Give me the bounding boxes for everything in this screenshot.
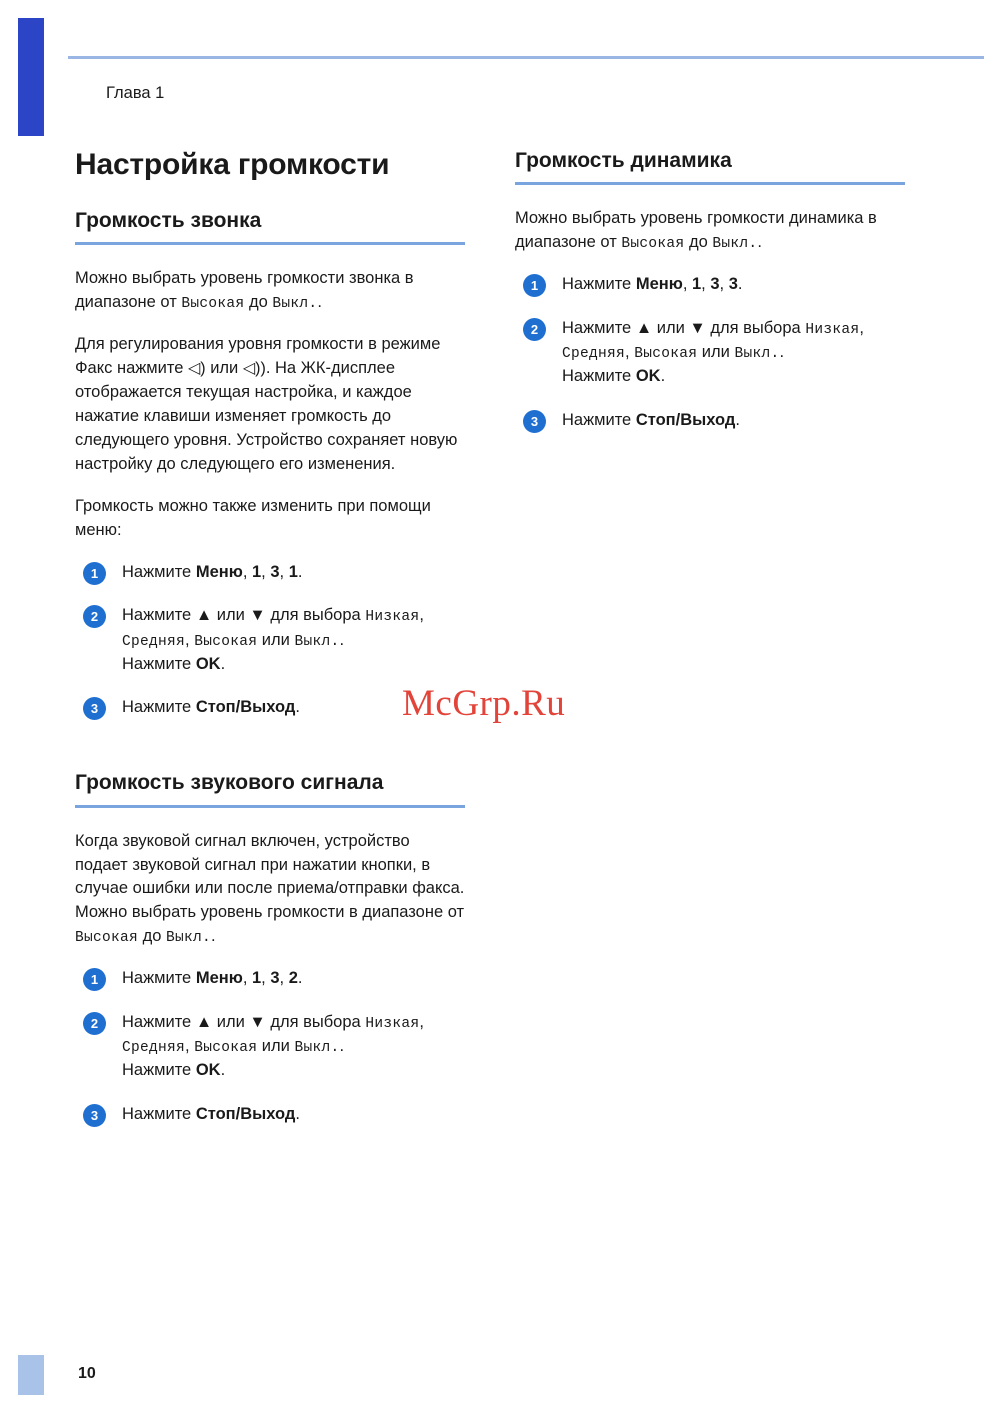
key-label: Стоп/Выход — [195, 1105, 296, 1124]
step-number-badge: 3 — [83, 697, 106, 720]
text-run: . — [297, 562, 303, 581]
lcd-value: Выкл. — [272, 296, 318, 313]
numbered-step — [75, 1011, 465, 1083]
text-run: или — [652, 319, 690, 338]
text-run: . — [779, 343, 785, 362]
text-run: . — [295, 1105, 300, 1124]
text-run: Громкость можно также изменить при помощи меню: — [75, 496, 431, 539]
lcd-value: Низкая — [365, 1016, 420, 1033]
text-run: , — [419, 1013, 424, 1032]
step-number-badge: 3 — [523, 410, 546, 433]
text-run: . — [211, 927, 216, 946]
step-number-badge: 1 — [83, 562, 106, 585]
text-run: , — [242, 562, 252, 581]
lcd-value: Высокая — [194, 1040, 258, 1057]
text-run: . — [660, 367, 666, 386]
text-run: . — [317, 293, 322, 312]
lcd-value: Высокая — [621, 236, 685, 253]
key-label: Стоп/Выход — [635, 411, 736, 430]
step-text — [562, 275, 742, 293]
key-label: 2 — [288, 969, 298, 988]
key-label: Стоп/Выход — [195, 698, 296, 717]
key-label: Меню — [195, 969, 243, 988]
step-text — [122, 1105, 300, 1123]
right-sections — [515, 148, 905, 433]
left-sections — [75, 208, 465, 1127]
text-run: Нажмите — [122, 562, 196, 581]
text-run: , — [625, 343, 635, 362]
text-run: до — [684, 233, 713, 252]
text-run: , — [719, 275, 729, 294]
step-text — [562, 319, 864, 385]
section-heading: Громкость звонка — [75, 209, 262, 232]
text-run: . — [339, 630, 345, 649]
numbered-step — [515, 317, 905, 389]
key-label: 1 — [251, 969, 262, 988]
text-run: Можно выбрать уровень громкости звонка в диапазоне от — [75, 269, 414, 312]
lcd-value: Выкл. — [712, 236, 758, 253]
lcd-value: Выкл. — [294, 633, 340, 650]
step-number-badge: 1 — [83, 968, 106, 991]
lcd-value: Средняя — [122, 1040, 186, 1057]
text-run: до — [138, 927, 166, 946]
key-label: 1 — [288, 562, 298, 581]
step-number-badge: 2 — [83, 1012, 106, 1035]
text-run: , — [185, 1037, 195, 1056]
header-rule — [68, 56, 984, 59]
text-run: Нажмите — [122, 1105, 196, 1124]
chapter-label: Глава 1 — [106, 84, 165, 102]
text-run: Нажмите — [122, 606, 196, 625]
text-run: , — [261, 969, 271, 988]
text-run: для выбора — [705, 319, 806, 338]
key-label: 3 — [728, 275, 738, 294]
lcd-value: Средняя — [122, 633, 186, 650]
speaker-icon: ◁)) — [242, 360, 266, 378]
section-rule — [75, 805, 465, 808]
numbered-step — [75, 604, 465, 676]
text-run: Нажмите — [562, 275, 636, 294]
page-edge-marker-top — [18, 18, 44, 136]
paragraph — [75, 495, 465, 543]
paragraph — [75, 333, 465, 477]
key-label: Меню — [195, 562, 243, 581]
step-number-badge: 3 — [83, 1104, 106, 1127]
step-text — [122, 969, 302, 987]
text-run: , — [242, 969, 252, 988]
text-run: , — [682, 275, 692, 294]
step-text — [562, 411, 740, 429]
watermark: McGrp.Ru — [402, 683, 566, 724]
text-run: . — [339, 1037, 345, 1056]
text-run: , — [185, 630, 195, 649]
text-run: . — [297, 969, 303, 988]
step-number-badge: 1 — [523, 274, 546, 297]
section-heading: Громкость звукового сигнала — [75, 771, 384, 795]
lcd-value: Выкл. — [294, 1040, 340, 1057]
right-column — [515, 148, 905, 453]
text-run: . — [220, 654, 226, 673]
left-column — [75, 148, 465, 1147]
key-label: OK — [635, 367, 661, 386]
text-run: Когда звуковой сигнал включен, устройство подает звуковой сигнал при нажатии кнопки, в случае ошибки или после приема/отправки факса. Можно выбрать уровень громкости в диапазоне от — [75, 831, 465, 922]
text-run: , — [419, 606, 424, 625]
section-rule — [75, 242, 465, 245]
text-run: . — [220, 1061, 226, 1080]
lcd-value: Высокая — [75, 930, 139, 947]
lcd-value: Высокая — [634, 346, 698, 363]
step-text — [122, 698, 300, 716]
key-label: ▲ — [635, 319, 653, 338]
key-label: 3 — [270, 562, 280, 581]
page-number: 10 — [78, 1365, 96, 1382]
text-run: Нажмите — [122, 654, 196, 673]
lcd-value: Средняя — [562, 346, 626, 363]
text-run: Нажмите — [562, 411, 636, 430]
text-run: Можно выбрать уровень громкости динамика в диапазоне от — [515, 209, 877, 252]
text-run: , — [701, 275, 711, 294]
text-run: Нажмите — [122, 969, 196, 988]
text-run: Нажмите — [122, 1013, 196, 1032]
key-label: Меню — [635, 275, 683, 294]
page-title: Настройка громкости — [75, 148, 390, 181]
numbered-step — [515, 409, 905, 433]
key-label: ▼ — [249, 606, 266, 625]
text-run: Нажмите — [122, 1061, 196, 1080]
text-run: для выбора — [265, 606, 366, 625]
lcd-value: Выкл. — [166, 930, 212, 947]
text-run: , — [279, 562, 289, 581]
numbered-step — [75, 967, 465, 991]
text-run: Нажмите — [562, 319, 636, 338]
numbered-step — [515, 273, 905, 297]
text-run: . — [295, 698, 300, 717]
text-run: , — [859, 319, 864, 338]
text-run: Для регулирования уровня громкости в режиме Факс нажмите — [75, 335, 441, 378]
step-text — [122, 606, 424, 672]
key-label: ▲ — [195, 606, 213, 625]
lcd-value: Низкая — [365, 609, 420, 626]
key-label: ▼ — [249, 1013, 266, 1032]
lcd-value: Высокая — [194, 633, 258, 650]
page-edge-marker-bottom — [18, 1355, 44, 1395]
paragraph — [515, 207, 905, 255]
section-spacer — [75, 740, 465, 770]
numbered-step — [75, 561, 465, 585]
text-run: . — [737, 275, 743, 294]
text-run: . — [735, 411, 740, 430]
text-run: до — [244, 293, 273, 312]
text-run: для выбора — [265, 1013, 366, 1032]
lcd-value: Низкая — [805, 322, 860, 339]
text-run: , — [261, 562, 271, 581]
step-text — [122, 563, 302, 581]
key-label: 3 — [710, 275, 720, 294]
key-label: 3 — [270, 969, 280, 988]
key-label: 1 — [691, 275, 702, 294]
key-label: OK — [195, 654, 221, 673]
key-label: ▲ — [195, 1013, 213, 1032]
text-run: или — [697, 343, 735, 362]
step-number-badge: 2 — [83, 605, 106, 628]
numbered-step — [75, 1103, 465, 1127]
key-label: 1 — [251, 562, 262, 581]
text-run: или — [212, 1013, 250, 1032]
text-run: Нажмите — [122, 698, 196, 717]
text-run: , — [279, 969, 289, 988]
text-run: . На ЖК-дисплее отображается текущая настройка, и каждое нажатие клавиши изменяет громкость до следующего уровня. Устройство сохраняет новую настройку до следующего его изменения. — [75, 359, 458, 473]
text-run: или — [257, 630, 295, 649]
paragraph — [75, 267, 465, 315]
section-rule — [515, 182, 905, 185]
lcd-value: Выкл. — [734, 346, 780, 363]
key-label: ▼ — [689, 319, 706, 338]
step-number-badge: 2 — [523, 318, 546, 341]
speaker-icon: ◁) — [187, 360, 206, 378]
text-run: . — [757, 233, 762, 252]
text-run: или — [212, 606, 250, 625]
paragraph — [75, 830, 465, 950]
section-heading: Громкость динамика — [515, 149, 732, 172]
text-run: или — [205, 359, 243, 378]
text-run: или — [257, 1037, 295, 1056]
step-text — [122, 1013, 424, 1079]
lcd-value: Высокая — [181, 296, 245, 313]
key-label: OK — [195, 1061, 221, 1080]
text-run: Нажмите — [562, 367, 636, 386]
